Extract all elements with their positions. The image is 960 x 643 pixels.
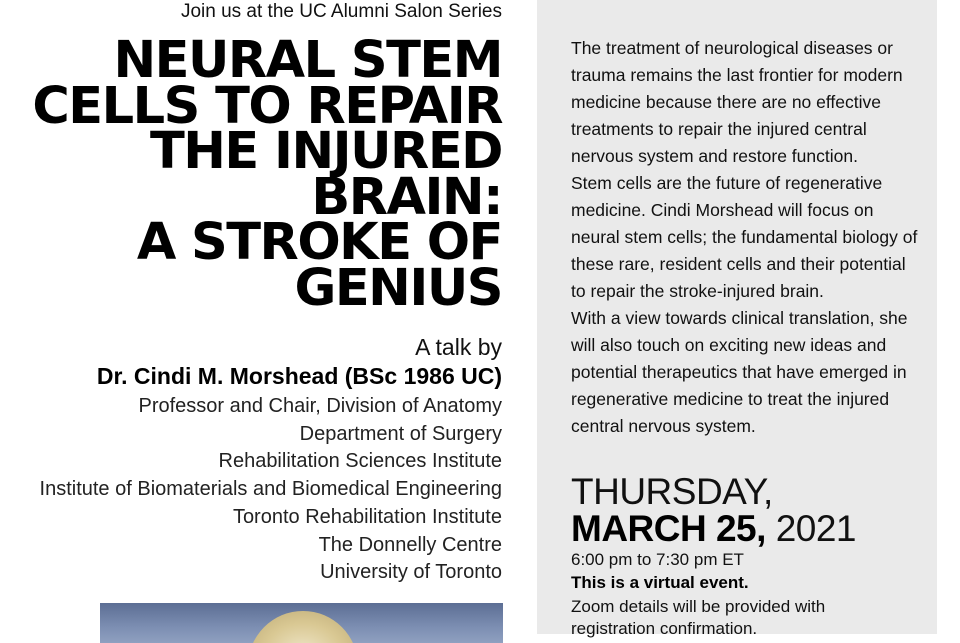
title-line: NEURAL STEM [113, 31, 502, 90]
affiliation-item: University of Toronto [320, 561, 502, 584]
affiliation-item: The Donnelly Centre [318, 533, 502, 556]
description-paragraph: With a view towards clinical translation, she will also touch on exciting new ideas and potential therapeutics that have emerged in regenerative medicine to treat the injured central nervous system. [571, 308, 908, 436]
talk-description [571, 35, 921, 440]
series-line: Join us at the UC Alumni Salon Series [180, 1, 502, 22]
title-line: BRAIN: [311, 167, 502, 227]
title-line: THE INJURED [149, 122, 502, 181]
title-line: A STROKE OF [136, 213, 502, 272]
title-line: GENIUS [294, 258, 502, 318]
affiliation-item: Department of Surgery [299, 422, 502, 445]
speaker-photo [100, 603, 503, 643]
speaker-name: Dr. Cindi M. Morshead (BSc 1986 UC) [96, 363, 502, 389]
event-month-day: MARCH 25, [571, 508, 766, 549]
description-paragraph: The treatment of neurological diseases or trauma remains the last frontier for modern medicine because there are no effective treatments to repair the injured central nervous system and restore function. [571, 38, 903, 166]
event-day: THURSDAY, [571, 471, 773, 512]
affiliation-item: Professor and Chair, Division of Anatomy [138, 395, 502, 417]
speaker-photo-hair [248, 611, 358, 643]
zoom-notice: Zoom details will be provided with registration confirmation. [571, 597, 826, 638]
talk-title [2, 31, 502, 318]
affiliations-list [40, 393, 502, 587]
virtual-notice: This is a virtual event. [571, 573, 749, 592]
description-paragraph: Stem cells are the future of regenerative medicine. Cindi Morshead will focus on neural stem cells; the fundamental biology of these rare, resident cells and their potential to repair the stroke-injured brain. [571, 173, 918, 301]
event-time: 6:00 pm to 7:30 pm ET [571, 550, 744, 569]
event-date [571, 508, 856, 550]
event-year: 2021 [775, 508, 857, 549]
affiliation-item: Rehabilitation Sciences Institute [218, 450, 502, 473]
talk-by-label: A talk by [415, 334, 502, 360]
info-panel [537, 0, 937, 638]
title-line: CELLS TO REPAIR [32, 76, 502, 136]
affiliation-item: Institute of Biomaterials and Biomedical Engineering [39, 478, 502, 501]
affiliation-item: Toronto Rehabilitation Institute [232, 505, 502, 528]
